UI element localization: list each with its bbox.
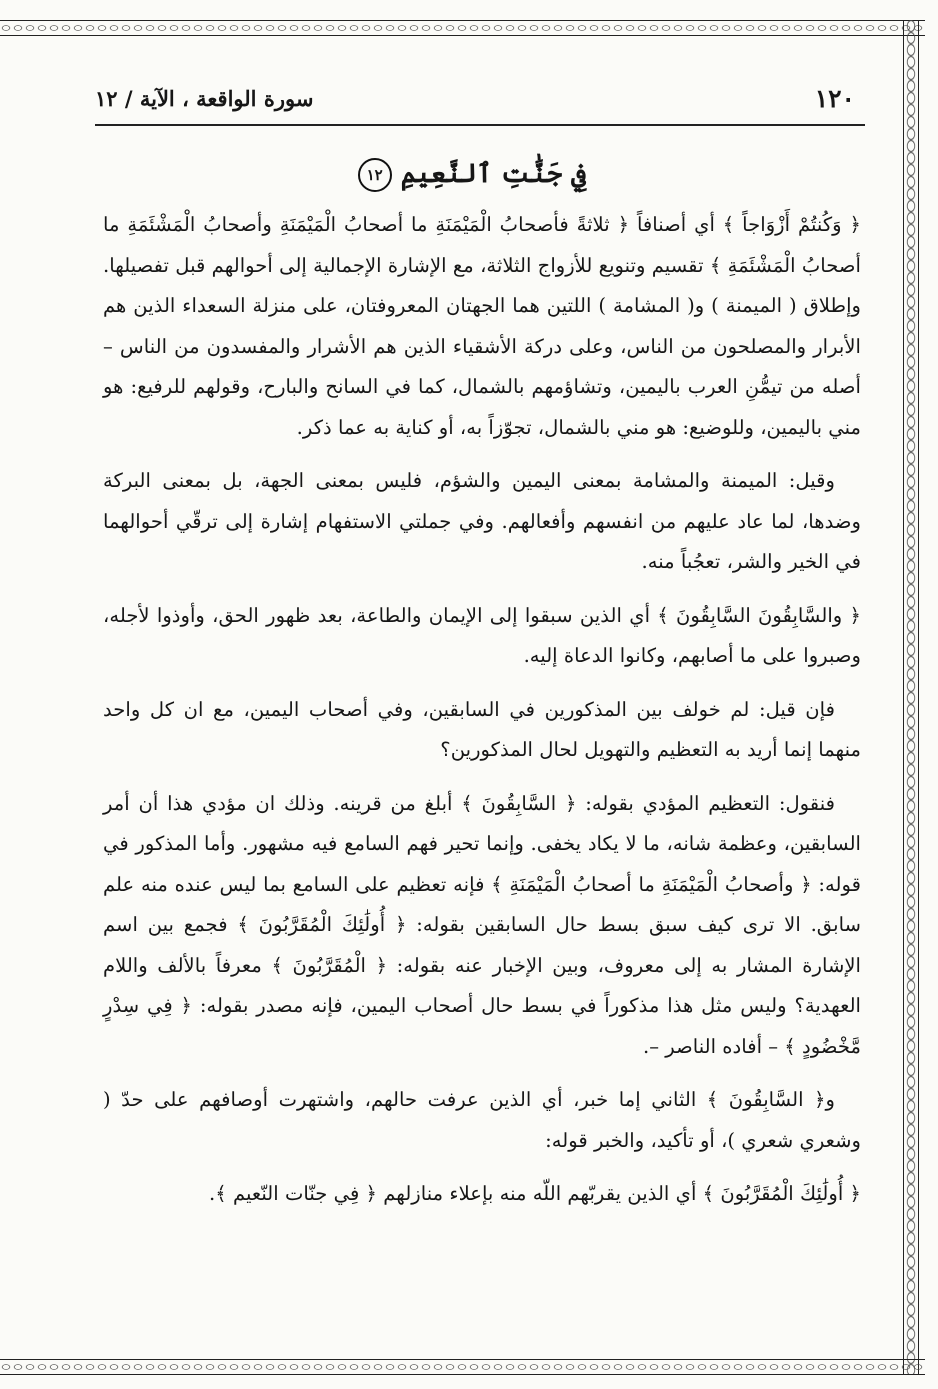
paragraph-5: فنقول: التعظيم المؤدي بقوله: ﴿ السَّابِقُونَ ﴾ أبلغ من قرينه. وذلك ان مؤدي هذا أن أمر السابقين، وعظمة شانه، ما لا يكاد يخفى. وإنما تحير فهم السامع فيه مشهور. وأما المذكور في قوله: ﴿ وأصحابُ الْمَيْمَنَةِ ما أصحابُ الْمَيْمَنَةِ ﴾ فإنه تعظيم على السامع بما ليس عنده منه علم سابق. الا ترى كيف سبق بسط حال السابقين بقوله: ﴿ أُولَٰئِكَ الْمُقَرَّبُونَ ﴾ فجمع بين اسم الإشارة المشار به إلى معروف، وبين الإخبار عنه بقوله: ﴿ الْمُقَرَّبُونَ ﴾ معرفاً بالألف واللام العهدية؟ وليس مثل هذا مذكوراً في بسط حال أصحاب اليمين، فإنه مصدر بقوله: ﴿ فِي سِدْرٍ مَّخْضُودٍ ﴾ – أفاده الناصر –. xyxy=(103,791,861,1058)
top-ornamental-border xyxy=(0,20,925,36)
header-rule xyxy=(95,124,865,126)
paragraph-4: فإن قيل: لم خولف بين المذكورين في السابقين، وفي أصحاب اليمين، مع ان كل واحد منهما إنما أريد به التعظيم والتهويل لحال المذكورين؟ xyxy=(103,697,861,761)
body-text xyxy=(103,205,861,1228)
right-ornamental-border xyxy=(903,20,919,1374)
verse-number-medallion: ١٢ xyxy=(358,158,392,192)
verse-heading-text: فِي جَنَّٰتِ ٱلنَّعِيمِ xyxy=(400,159,587,189)
paragraph-2: وقيل: الميمنة والمشامة بمعنى اليمين والشؤم، فليس بمعنى الجهة، بل بمعنى البركة وضدها، لما عاد عليهم من انفسهم وأفعالهم. وفي جملتي الاستفهام إشارة إلى ترقّي أحوالهما في الخير والشر، تعجُباً منه. xyxy=(103,469,861,573)
paragraph-1: ﴿ وَكُنتُمْ أَزْوَاجاً ﴾ أي أصنافاً ﴿ ثلاثةً فأصحابُ الْمَيْمَنَةِ ما أصحابُ الْمَيْمَنَةِ وأصحابُ الْمَشْئَمَةِ ما أصحابُ الْمَشْئَمَةِ ﴾ تقسيم وتنويع للأزواج الثلاثة، مع الإشارة الإجمالية إلى أحوالهم قبل تفصيلها. وإطلاق ( الميمنة ) و( المشامة ) اللتين هما الجهتان المعروفتان، على منزلة السعداء الذين هم الأبرار والمصلحون من الناس، وعلى دركة الأشقياء الذين هم الأشرار والمفسدون من الناس – أصله من تيمُّنِ العرب باليمين، وتشاؤمهم بالشمال، كما في السانح والبارح، وقولهم للرفيع: هو مني باليمين، وللوضيع: هو مني بالشمال، تجوّزاً به، أو كناية به عما ذكر. xyxy=(103,213,861,439)
bottom-ornamental-border xyxy=(0,1359,925,1375)
page-header xyxy=(95,84,865,114)
verse-heading xyxy=(0,158,938,192)
page-number: ١٢٠ xyxy=(814,84,855,113)
paragraph-3: ﴿ والسَّابِقُونَ السَّابِقُونَ ﴾ أي الذين سبقوا إلى الإيمان والطاعة، بعد ظهور الحق، وأوذوا لأجله، وصبروا على ما أصابهم، وكانوا الدعاة إليه. xyxy=(103,603,861,667)
running-head: سورة الواقعة ، الآية / ١٢ xyxy=(95,86,314,111)
paragraph-6: و﴿ السَّابِقُونَ ﴾ الثاني إما خبر، أي الذين عرفت حالهم، واشتهرت أوصافهم على حدّ ( وشعري شعري )، أو تأكيد، والخبر قوله: xyxy=(103,1088,861,1152)
paragraph-7: ﴿ أُولَٰئِكَ الْمُقَرَّبُونَ ﴾ أي الذين يقربّهم اللّه منه بإعلاء منازلهم ﴿ فِي جنّات النّعيم ﴾. xyxy=(209,1182,861,1205)
